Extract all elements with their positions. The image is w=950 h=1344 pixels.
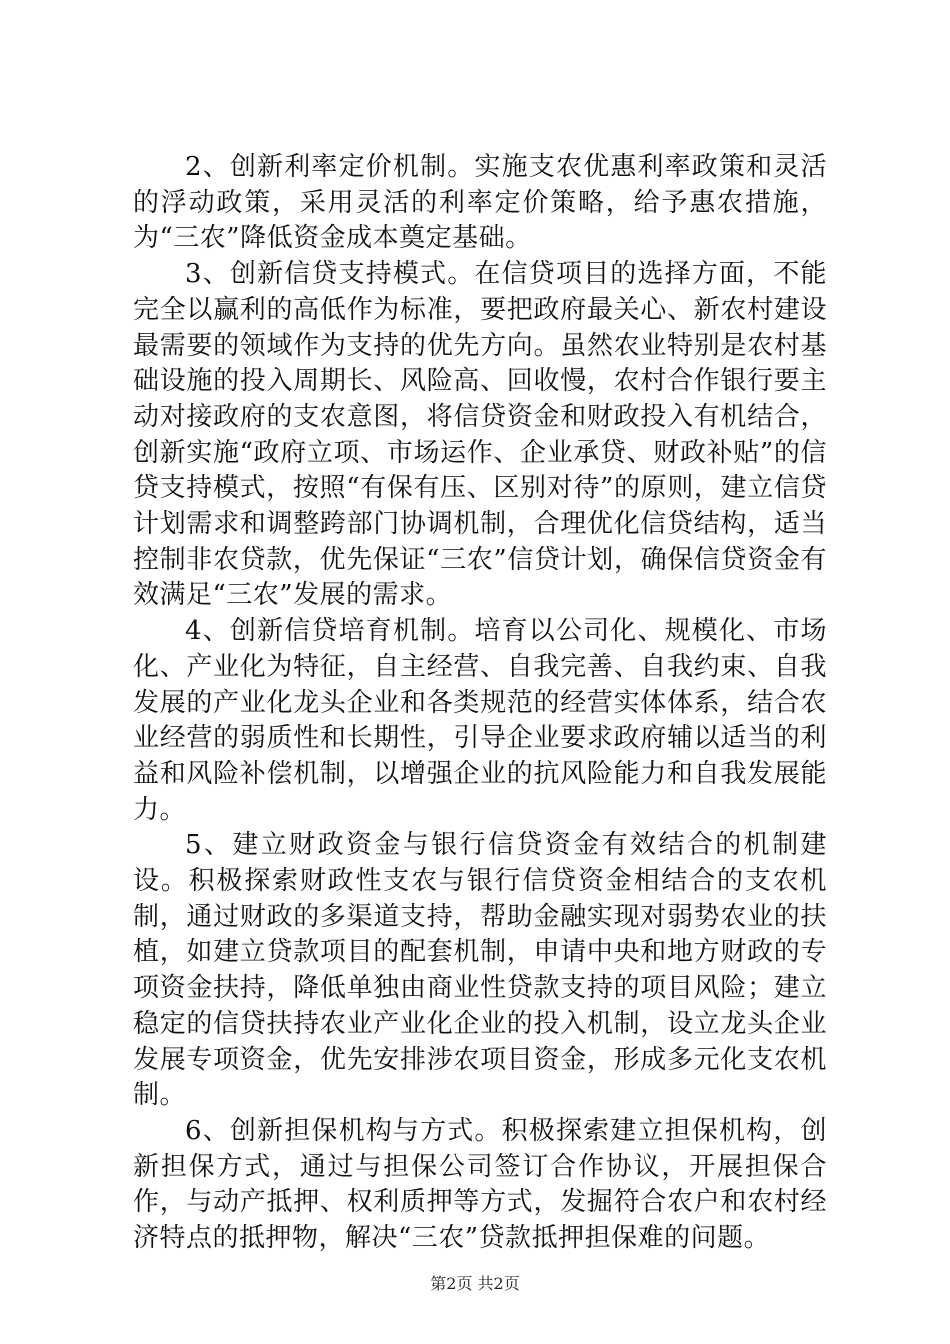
paragraph-credit-support-model: 3、创新信贷支持模式。在信贷项目的选择方面，不能完全以赢利的高低作为标准，要把政府最关心、新农村建设最需要的领域作为支持的优先方向。虽然农业特别是农村基础设施的投入周期长、风险高、回收慢，农村合作银行要主动对接政府的支农意图，将信贷资金和财政投入有机结合，创新实施“政府立项、市场运作、企业承贷、财政补贴”的信贷支持模式，按照“有保有压、区别对待”的原则，建立信贷计划需求和调整跨部门协调机制，合理优化信贷结构，适当控制非农贷款，优先保证“三农”信贷计划，确保信贷资金有效满足“三农”发展的需求。 — [133, 259, 827, 611]
paragraph-credit-cultivation: 4、创新信贷培育机制。培育以公司化、规模化、市场化、产业化为特征，自主经营、自我完善、自我约束、自我发展的产业化龙头企业和各类规范的经营实体体系，结合农业经营的弱质性和长期性，引导企业要求政府辅以适当的利益和风险补偿机制，以增强企业的抗风险能力和自我发展能力。 — [133, 616, 827, 825]
page-number-footer: 第2页 共2页 — [430, 1274, 520, 1293]
document-body — [133, 150, 827, 1257]
paragraph-interest-rate: 2、创新利率定价机制。实施支农优惠利率政策和灵活的浮动政策，采用灵活的利率定价策略，给予惠农措施，为“三农”降低资金成本奠定基础。 — [133, 152, 827, 254]
paragraph-guarantee-institutions: 6、创新担保机构与方式。积极探索建立担保机构，创新担保方式，通过与担保公司签订合作协议，开展担保合作，与动产抵押、权利质押等方式，发掘符合农户和农村经济特点的抵押物，解决“三农”贷款抵押担保难的问题。 — [133, 1115, 827, 1254]
paragraph-fiscal-credit-combination: 5、建立财政资金与银行信贷资金有效结合的机制建设。积极探索财政性支农与银行信贷资金相结合的支农机制，通过财政的多渠道支持，帮助金融实现对弱势农业的扶植，如建立贷款项目的配套机制，申请中央和地方财政的专项资金扶持，降低单独由商业性贷款支持的项目风险；建立稳定的信贷扶持农业产业化企业的投入机制，设立龙头企业发展专项资金，优先安排涉农项目资金，形成多元化支农机制。 — [133, 830, 827, 1111]
